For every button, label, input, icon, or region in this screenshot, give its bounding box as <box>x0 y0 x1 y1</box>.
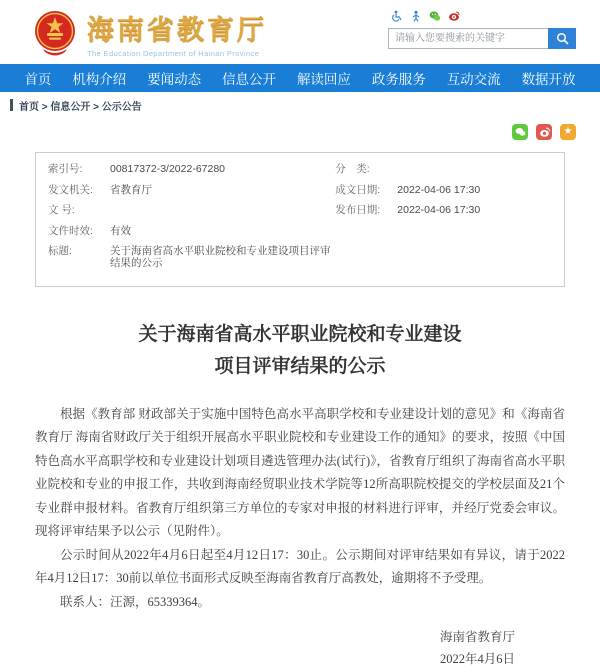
meta-row-publish-date <box>335 204 552 216</box>
share-favorite-star-icon[interactable]: ★ <box>560 124 576 140</box>
site-header <box>0 0 600 64</box>
magnifier-icon <box>556 32 569 45</box>
nav-item-interpret[interactable]: 解读回应 <box>296 72 351 87</box>
nav-item-about[interactable]: 机构介绍 <box>72 72 127 87</box>
paragraph-contact: 联系人：汪源，65339364。 <box>60 594 211 609</box>
signature-date: 2022年4月6日 <box>439 652 515 666</box>
meta-column-left <box>48 163 335 278</box>
paragraph-basis: 根据《教育部 财政部关于实施中国特色高水平高职学校和专业建设计划的意见》和《海南省教育厅 海南省财政厅关于组织开展高水平职业院校和专业建设工作的通知》的要求，按照《中国特色高水平高职学校和专业建设计划项目遴选管理办法(试行)》，省教育厅组织了海南省高水平职业院校和专业的申报工作，共收到海南经贸职业技术学院等12所高职院校提交的学校层面及21个专业群申报材料。省教育厅组织第三方单位的专家对申报的材料进行评审，并经厅党委会审议。现将评审结果予以公示（见附件）。 <box>35 406 565 538</box>
meta-value: 2022-04-06 17:30 <box>397 183 481 196</box>
document-title-line1: 关于海南省高水平职业院校和专业建设 <box>138 323 462 345</box>
logo-text <box>87 8 267 58</box>
meta-label: 文件时效: <box>48 224 93 237</box>
signature-block <box>0 626 600 670</box>
breadcrumb-row <box>0 94 600 116</box>
meta-row-index-no <box>48 163 335 175</box>
signature-org: 海南省教育厅 <box>439 630 515 644</box>
search-button[interactable] <box>548 28 576 49</box>
meta-label: 文 号: <box>48 204 75 216</box>
paragraph-publicity-period: 公示时间从2022年4月6日起至4月12日17：30止。公示期间对评审结果如有异议，请于2022年4月12日17：30前以单位书面形式反映至海南省教育厅高教处，逾期将不予受理。 <box>35 547 565 585</box>
meta-row-validity <box>48 225 335 237</box>
document-title-line2: 项目评审结果的公示 <box>214 355 386 377</box>
search-bar <box>388 28 578 49</box>
search-input[interactable] <box>388 28 548 49</box>
document-title <box>0 319 600 383</box>
national-emblem-icon <box>33 9 77 57</box>
meta-row-category <box>335 163 552 175</box>
nav-item-home[interactable]: 首页 <box>24 72 52 87</box>
weibo-mini-icon[interactable] <box>448 10 460 22</box>
accessibility-wheelchair-icon[interactable] <box>391 10 403 22</box>
meta-row-title <box>48 245 335 269</box>
meta-column-right <box>335 163 552 278</box>
share-wechat-icon[interactable] <box>512 124 528 140</box>
quick-icons <box>391 10 578 22</box>
meta-label: 分 类: <box>335 163 370 175</box>
site-subtitle: The Education Department of Hainan Province <box>87 49 260 58</box>
site-logo <box>33 8 267 58</box>
document-body <box>35 403 565 615</box>
breadcrumb[interactable]: 首页 > 信息公开 > 公示公告 <box>19 101 142 113</box>
nav-item-open-data[interactable]: 数据开放 <box>521 72 576 87</box>
nav-item-news[interactable]: 要闻动态 <box>147 72 202 87</box>
breadcrumb-marker <box>10 99 13 111</box>
document-meta-table <box>35 152 565 287</box>
wechat-mini-icon[interactable] <box>429 10 441 22</box>
meta-label: 标题: <box>48 245 72 257</box>
meta-label: 发文机关: <box>48 183 93 196</box>
meta-value: 省教育厅 <box>110 183 152 196</box>
meta-value: 2022-04-06 17:30 <box>397 204 481 216</box>
meta-label: 索引号: <box>48 163 83 175</box>
meta-row-doc-no <box>48 204 335 216</box>
meta-label: 发布日期: <box>335 204 381 216</box>
meta-label: 成文日期: <box>335 183 381 196</box>
nav-item-interact[interactable]: 互动交流 <box>446 72 501 87</box>
meta-row-written-date <box>335 184 552 196</box>
meta-row-issuing-org <box>48 184 335 196</box>
meta-value: 00817372-3/2022-67280 <box>110 163 226 175</box>
meta-value: 有效 <box>110 224 131 237</box>
main-nav <box>0 64 600 92</box>
share-weibo-icon[interactable] <box>536 124 552 140</box>
header-right <box>388 10 578 49</box>
nav-item-services[interactable]: 政务服务 <box>371 72 426 87</box>
share-row <box>0 124 600 140</box>
elder-mode-person-icon[interactable] <box>410 10 422 22</box>
site-title: 海南省教育厅 <box>87 15 267 45</box>
nav-item-info-public[interactable]: 信息公开 <box>222 72 277 87</box>
meta-value: 关于海南省高水平职业院校和专业建设项目评审结果的公示 <box>110 245 331 269</box>
